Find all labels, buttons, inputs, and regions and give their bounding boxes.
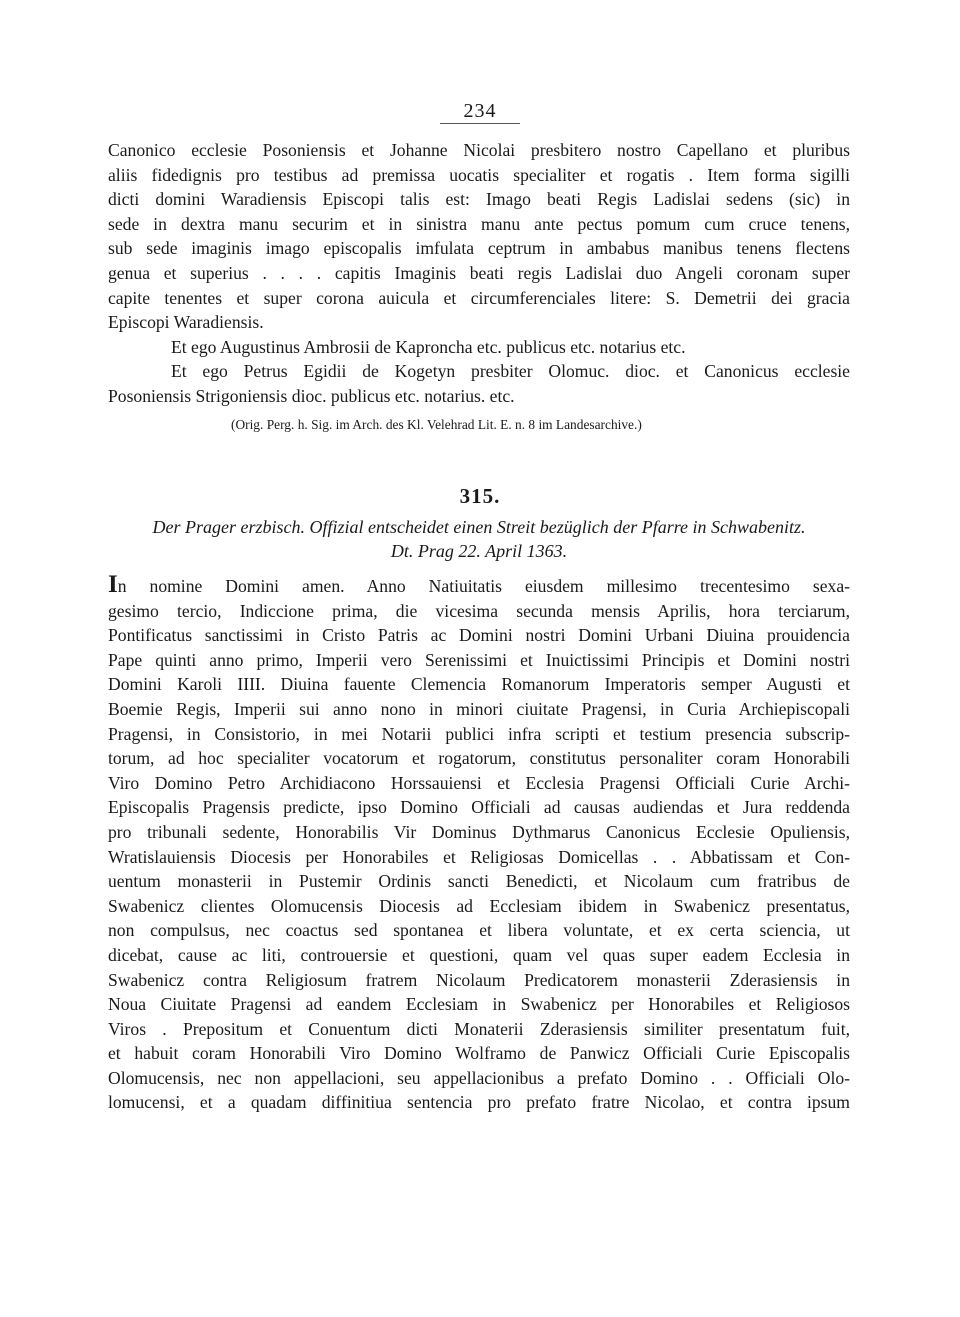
page-number-rule bbox=[440, 123, 520, 124]
notary-statement: Et ego Augustinus Ambrosii de Kaproncha etc. publicus etc. notarius etc. bbox=[171, 336, 686, 357]
text-line: uentum monasterii in Pustemir Ordinis sancti Benedicti, et Nicolaum cum fratribus de bbox=[108, 871, 850, 892]
text-line: Episcopalis Pragensis predicte, ipso Domino Officiali ad causas audiendas et Jura reddenda bbox=[108, 797, 850, 818]
text-line: pro tribunali sedente, Honorabilis Vir Dominus Dythmarus Canonicus Ecclesie Opuliensis, bbox=[108, 821, 850, 842]
text-line: Viros . Prepositum et Conuentum dicti Monaterii Zderasiensis similiter presentatum fuit, bbox=[108, 1018, 850, 1039]
continuation-text bbox=[108, 138, 850, 437]
text-line: genua et superius . . . . capitis Imaginis beati regis Ladislai duo Angeli coronam super bbox=[108, 262, 850, 283]
text-line: Viro Domino Petro Archidiacono Horssauiensi et Ecclesia Pragensi Officiali Curie Archi- bbox=[108, 772, 850, 793]
text-line: capite tenentes et super corona auicula et circumferenciales litere: S. Demetrii dei gracia bbox=[108, 287, 850, 308]
text-line: Wratislauiensis Diocesis per Honorabiles et Religiosas Domicellas . . Abbatissam et Con- bbox=[108, 846, 850, 867]
document-title bbox=[108, 515, 850, 563]
text-line: Episcopi Waradiensis. bbox=[108, 312, 264, 333]
text-line: Canonico ecclesie Posoniensis et Johanne Nicolai presbitero nostro Capellano et pluribus bbox=[108, 140, 850, 160]
text-line: Pontificatus sanctissimi in Cristo Patris ac Domini nostri Domini Urbani Diuina prouidencia bbox=[108, 625, 850, 646]
text-line: sede in dextra manu securim et in sinistra manu ante pectus pomum cum cruce tenens, bbox=[108, 213, 850, 234]
text-line: torum, ad hoc specialiter vocatorum et rogatorum, constitutus personaliter coram Honorabili bbox=[108, 748, 850, 769]
first-line-text: n nomine Domini amen. Anno Natiuitatis eiusdem millesimo trecentesimo sexa- bbox=[117, 576, 850, 596]
page-number: 234 bbox=[463, 100, 497, 122]
text-line: Swabenicz contra Religiosum fratrem Nicolaum Predicatorem monasterii Zderasiensis in bbox=[108, 969, 850, 990]
text-line: Swabenicz clientes Olomucensis Diocesis ad Ecclesiam ibidem in Swabenicz presentatus, bbox=[108, 895, 850, 916]
text-line: gesimo tercio, Indiccione prima, die vicesima secunda mensis Aprilis, hora terciarum, bbox=[108, 600, 850, 621]
text-line: Domini Karoli IIII. Diuina fauente Clemencia Romanorum Imperatoris semper Augusti et bbox=[108, 674, 850, 695]
text-line: non compulsus, nec coactus sed spontanea et libera voluntate, et ex certa sciencia, ut bbox=[108, 920, 850, 941]
initial-letter: I bbox=[108, 571, 118, 598]
text-line: aliis fidedignis pro testibus ad premissa uocatis specialiter et rogatis . Item forma sigilli bbox=[108, 164, 850, 185]
source-note: (Orig. Perg. h. Sig. im Arch. des Kl. Velehrad Lit. E. n. 8 im Landesarchive.) bbox=[231, 416, 642, 432]
text-line: Pragensi, in Consistorio, in mei Notarii publici infra scripti et testium presencia subscrip- bbox=[108, 723, 850, 744]
text-line: lomucensi, et a quadam diffinitiua sentencia pro prefato fratre Nicolao, et contra ipsum bbox=[108, 1092, 850, 1113]
notary-statement: Posoniensis Strigoniensis dioc. publicus etc. notarius. etc. bbox=[108, 385, 515, 406]
text-line: dicti domini Waradiensis Episcopi talis est: Imago beati Regis Ladislai sedens (sic) in bbox=[108, 189, 850, 210]
text-line: Boemie Regis, Imperii sui anno nono in minori ciuitate Pragensi, in Curia Archiepiscopali bbox=[108, 698, 850, 719]
document-date: Dt. Prag 22. April 1363. bbox=[390, 541, 568, 561]
text-line: sub sede imaginis imago episcopalis imfulata ceptrum in ambabus manibus tenens flectens bbox=[108, 238, 850, 259]
first-line bbox=[108, 571, 850, 599]
document-body bbox=[108, 571, 850, 1115]
text-line: Olomucensis, nec non appellacioni, seu appellacionibus a prefato Domino . . Officiali Olo- bbox=[108, 1067, 850, 1088]
text-line: Noua Ciuitate Pragensi ad eandem Ecclesiam in Swabenicz per Honorabiles et Religiosos bbox=[108, 994, 850, 1015]
text-line: Pape quinti anno primo, Imperii vero Serenissimi et Inuictissimi Principis et Domini nostri bbox=[108, 649, 850, 670]
document-number: 315. bbox=[459, 484, 501, 508]
document-title-line: Der Prager erzbisch. Offizial entscheidet einen Streit bezüglich der Pfarre in Schwabenitz. bbox=[152, 517, 806, 537]
notary-statement: Et ego Petrus Egidii de Kogetyn presbiter Olomuc. dioc. et Canonicus ecclesie bbox=[171, 361, 850, 382]
text-line: dicebat, cause ac liti, controuersie et questioni, quam vel quas super eadem Ecclesia in bbox=[108, 944, 850, 965]
text-line: et habuit coram Honorabili Viro Domino Wolframo de Panwicz Officiali Curie Episcopalis bbox=[108, 1043, 850, 1064]
